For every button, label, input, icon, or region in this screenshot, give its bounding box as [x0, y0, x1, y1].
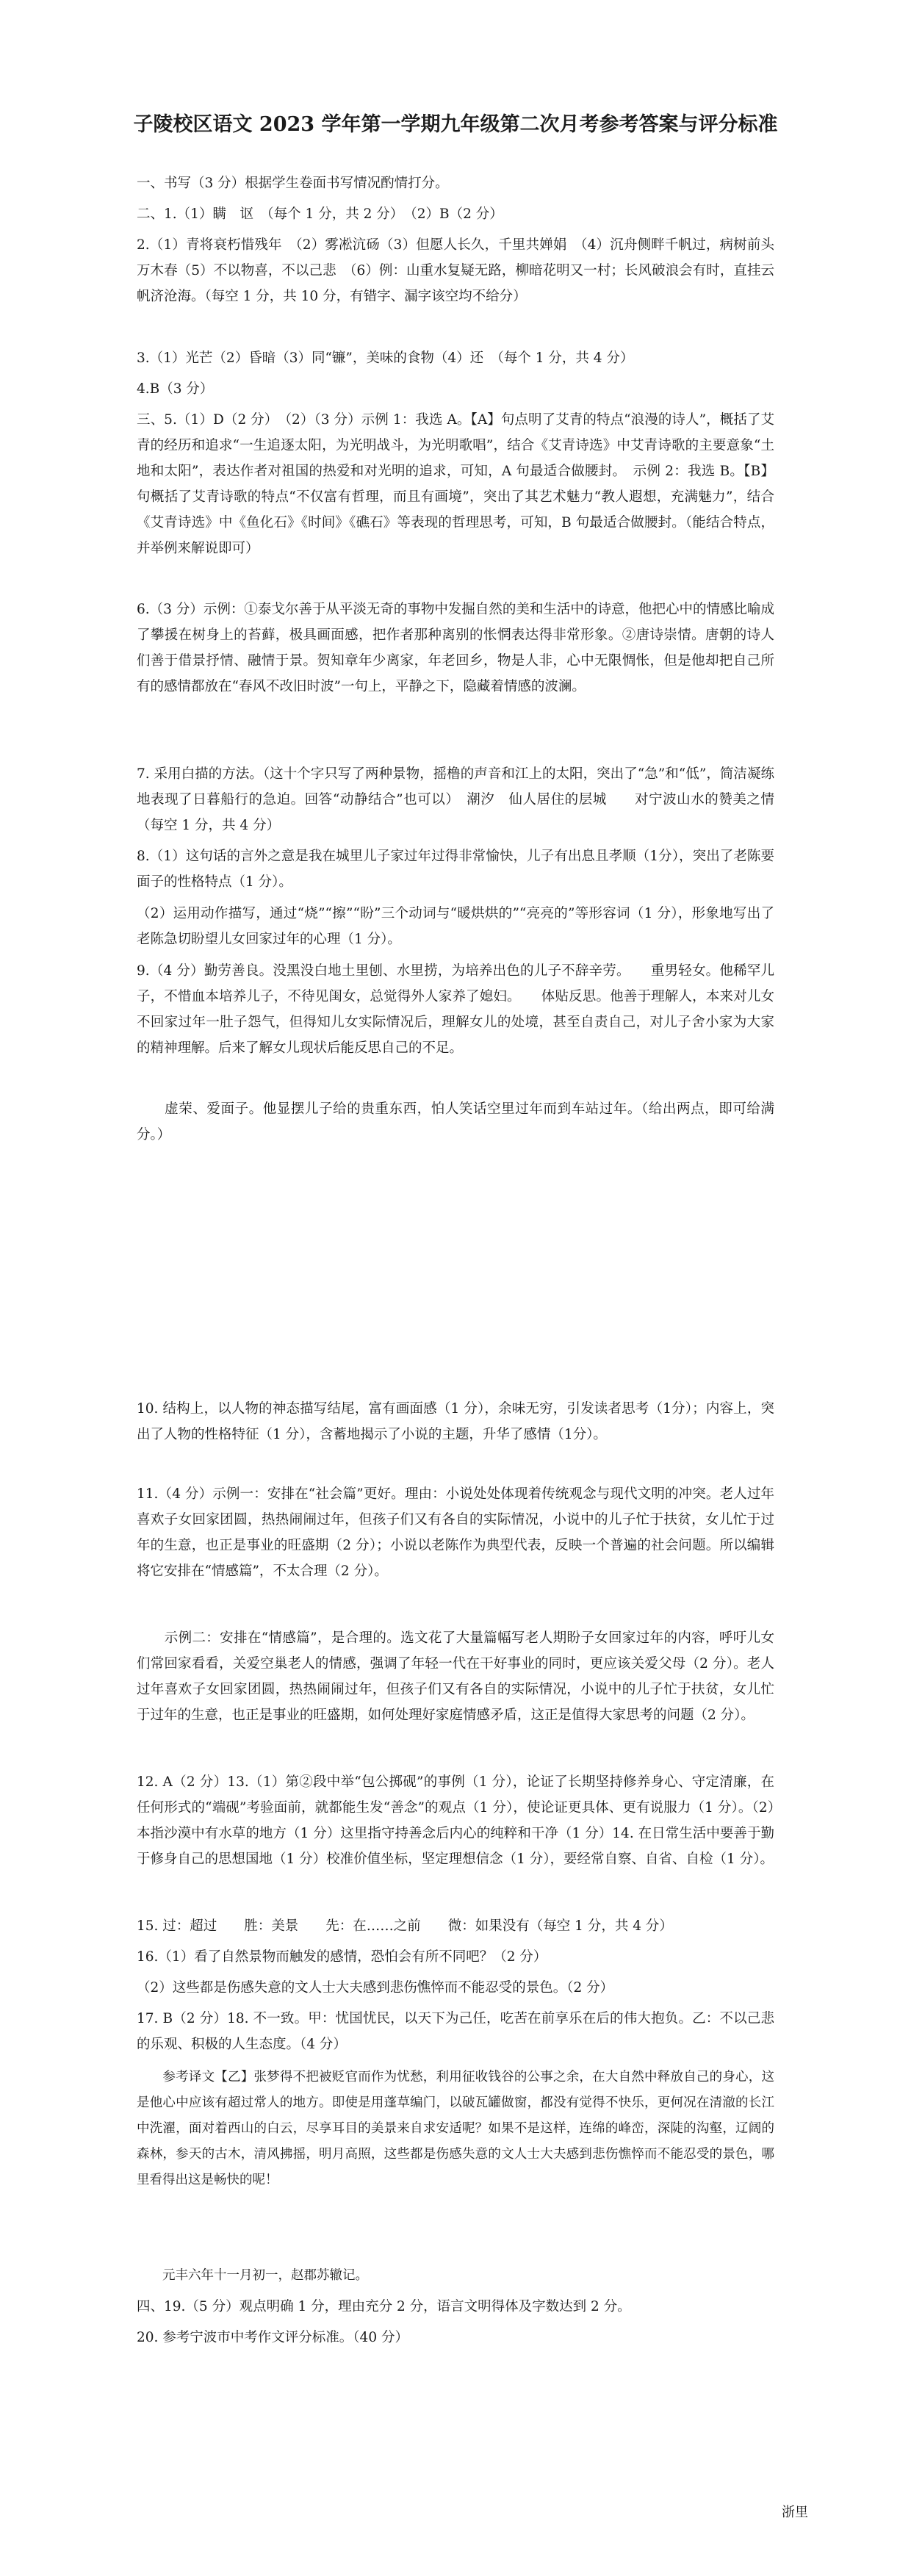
q19-answer: 四、19.（5 分）观点明确 1 分，理由充分 2 分，语言文明得体及字数达到 2 分。 — [137, 2299, 631, 2314]
q6-answer: 6.（3 分）示例：①泰戈尔善于从平淡无奇的事物中发掘自然的美和生活中的诗意，他把心中的情感比喻成了攀援在树身上的苔藓，极具画面感，把作者那种离别的怅惘表达得非常形象。②唐诗崇情。唐朝的诗人们善于借景抒情、融情于景。贺知章年少离家，年老回乡，物是人非，心中无限惆怅，但是他却把自己所有的感情都放在“春风不改旧时波”一句上，平静之下，隐藏着情感的波澜。 — [137, 602, 774, 694]
q17-18-answers: 17. B（2 分）18. 不一致。甲：忧国忧民，以天下为己任，吃苦在前享乐在后的伟大抱负。乙：不以己悲的乐观、积极的人生态度。（4 分） — [137, 2011, 774, 2052]
q9-answer-continued: 虚荣、爱面子。他显摆儿子给的贵重东西，怕人笑话空里过年而到车站过年。（给出两点，即可给满分。） — [137, 1101, 774, 1143]
footer-watermark: 浙里 — [782, 2505, 808, 2520]
q4-answer: 4.B（3 分） — [137, 381, 214, 397]
reference-translation: 参考译文【乙】张梦得不把被贬官而作为忧愁，利用征收钱谷的公事之余，在大自然中释放自己的身心，这是他心中应该有超过常人的地方。即使是用蓬草编门，以破瓦罐做窗，都没有觉得不快乐，更何况在清澈的长江中洗濯，面对着西山的白云，尽享耳目的美景来自求安适呢？如果不是这样，连绵的峰峦，深陡的沟壑，辽阔的森林，参天的古木，清风拂摇，明月高照，这些都是伤感失意的文人士大夫感到悲伤憔悴而不能忍受的景色，哪里看得出这是畅快的呢！ — [137, 2070, 774, 2187]
translation-date-line: 元丰六年十一月初一，赵郡苏辙记。 — [137, 2268, 368, 2283]
q20-answer: 20. 参考宁波市中考作文评分标准。（40 分） — [137, 2330, 408, 2345]
section-1-handwriting: 一、书写（3 分）根据学生卷面书写情况酌情打分。 — [137, 176, 449, 191]
q12-14-answers: 12. A（2 分）13.（1）第②段中举“包公掷砚”的事例（1 分），论证了长期坚持修养身心、守定清廉，在任何形式的“端砚”考验面前，就都能生发“善念”的观点（1 分），使论证更具体、更有说服力（1 分）。（2）本指沙漠中有水草的地方（1 分）这里指守持善念后内心的纯粹和干净（1 分）14. 在日常生活中要善于勤于修身自己的思想国地（1 分）校准价值坐标，坚定理想信念（1 分），要经常自察、自省、自检（1 分）。 — [137, 1774, 774, 1867]
q8-2-answer: （2）运用动作描写，通过“烧”“擦”“盼”三个动词与“暖烘烘的”“亮亮的”等形容词（1 分），形象地写出了老陈急切盼望儿女回家过年的心理（1 分）。 — [137, 906, 774, 947]
document-title: 子陵校区语文 2023 学年第一学期九年级第二次月考参考答案与评分标准 — [133, 113, 778, 136]
q11-example-1: 11.（4 分）示例一：安排在“社会篇”更好。理由：小说处处体现着传统观念与现代文明的冲突。老人过年喜欢子女回家团圆，热热闹闹过年，但孩子们又有各自的实际情况，小说中的儿子忙于扶贫，女儿忙于过年的生意，也正是事业的旺盛期（2 分）；小说以老陈作为典型代表，反映一个普遍的社会问题。所以编辑将它安排在“情感篇”，不太合理（2 分）。 — [137, 1486, 774, 1579]
q16-1-answer: 16.（1）看了自然景物而触发的感情，恐怕会有所不同吧？（2 分） — [137, 1949, 547, 1965]
q2-answer: 2.（1）青将衰朽惜残年 （2）雾凇沆砀（3）但愿人长久，千里共婵娟 （4）沉舟侧畔千帆过，病树前头万木春（5）不以物喜，不以己悲 （6）例：山重水复疑无路，柳暗花明又一村；长风破浪会有时，直挂云帆济沧海。（每空 1 分，共 10 分，有错字、漏字该空均不给分） — [137, 237, 774, 304]
q16-2-answer: （2）这些都是伤感失意的文人士大夫感到悲伤憔悴而不能忍受的景色。（2 分） — [137, 1980, 614, 1996]
q3-answer: 3.（1）光芒（2）昏暗（3）同“镰”，美味的食物（4）还 （每个 1 分，共 4 分） — [137, 350, 634, 366]
q7-answer: 7. 采用白描的方法。（这十个字只写了两种景物，摇橹的声音和江上的太阳，突出了“急”和“低”，简洁凝练地表现了日暮船行的急迫。回答“动静结合”也可以） 潮汐 仙人居住的层城 对宁波山水的赞美之情 （每空 1 分，共 4 分） — [137, 766, 788, 833]
q9-answer: 9.（4 分）勤劳善良。没黑没白地土里刨、水里捞，为培养出色的儿子不辞辛劳。 重男轻女。他稀罕儿子，不惜血本培养儿子，不待见闺女，总觉得外人家养了媳妇。 体贴反思。他善于理解人，本来对儿女不回家过年一肚子怨气，但得知儿女实际情况后，理解女儿的处境，甚至自责自己，对儿子舍小家为大家的精神理解。后来了解女儿现状后能反思自己的不足。 — [137, 963, 774, 1056]
q1-answer: 二、1.（1）瞒 讴 （每个 1 分，共 2 分） （2）B（2 分） — [137, 206, 503, 222]
q8-1-answer: 8.（1）这句话的言外之意是我在城里儿子家过年过得非常愉快，儿子有出息且孝顺（1分），突出了老陈要面子的性格特点（1 分）。 — [137, 849, 774, 890]
q5-answer: 三、5.（1）D（2 分） （2）（3 分）示例 1：我选 A。【A】句点明了艾青的特点“浪漫的诗人”，概括了艾青的经历和追求“一生追逐太阳，为光明战斗，为光明歌唱”，结合《艾青诗选》中艾青诗歌的主要意象“土地和太阳”，表达作者对祖国的热爱和对光明的追求，可知，A 句最适合做腰封。 示例 2：我选 B。【B】句概括了艾青诗歌的特点“不仅富有哲理，而且有画境”，突出了其艺术魅力“教人遐想，充满魅力”，结合《艾青诗选》中《鱼化石》《时间》《礁石》等表现的哲理思考，可知，B 句最适合做腰封。（能结合特点，并举例来解说即可） — [137, 412, 774, 556]
q15-answer: 15. 过：超过 胜：美景 先：在……之前 微：如果没有（每空 1 分，共 4 分） — [137, 1918, 673, 1934]
q10-answer: 10. 结构上，以人物的神态描写结尾，富有画面感（1 分），余味无穷，引发读者思考（1分）；内容上，突出了人物的性格特征（1 分），含蓄地揭示了小说的主题，升华了感情（1分）。 — [137, 1401, 774, 1442]
q11-example-2: 示例二：安排在“情感篇”，是合理的。选文花了大量篇幅写老人期盼子女回家过年的内容，呼吁儿女们常回家看看，关爱空巢老人的情感，强调了年轻一代在干好事业的同时，更应该关爱父母（2 分）。老人过年喜欢子女回家团圆，热热闹闹过年，但孩子们又有各自的实际情况，小说中的儿子忙于扶贫，女儿忙于过年的生意，也正是事业的旺盛期，如何处理好家庭情感矛盾，这正是值得大家思考的问题（2 分）。 — [137, 1630, 774, 1723]
